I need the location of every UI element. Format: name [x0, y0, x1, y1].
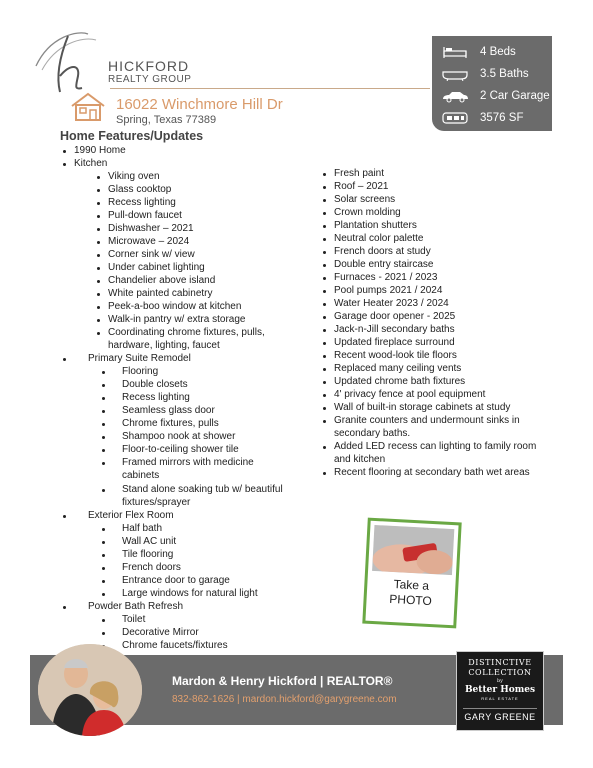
bullet — [102, 489, 105, 492]
list-item: Walk-in pantry w/ extra storage — [108, 314, 246, 325]
bullet — [102, 384, 105, 387]
list-item: Recent wood-look tile floors — [334, 350, 457, 361]
list-item: Solar screens — [334, 194, 396, 205]
list-item: Toilet — [122, 614, 146, 625]
bullet — [323, 407, 326, 410]
list-item: Wall AC unit — [122, 536, 177, 547]
company-logo — [30, 26, 200, 96]
bullet — [97, 215, 100, 218]
bullet — [97, 228, 100, 231]
list-item: Recess lighting — [108, 197, 176, 208]
list-item: Flooring — [122, 366, 159, 377]
list-item: Corner sink w/ view — [108, 249, 195, 260]
bullet — [323, 381, 326, 384]
agents-portrait — [38, 644, 142, 736]
bullet — [102, 580, 105, 583]
list-item: French doors at study — [334, 246, 431, 257]
badge-line5: REAL ESTATE — [481, 696, 519, 701]
list-item: Primary Suite Remodel — [88, 353, 191, 364]
badge-line6: GARY GREENE — [464, 712, 536, 722]
brand-name: HICKFORD — [108, 58, 190, 74]
sqft-icon — [440, 111, 470, 125]
list-item-continued: hardware, lighting, faucet — [108, 340, 220, 351]
badge-line1: DISTINCTIVE — [468, 658, 532, 667]
bullet — [102, 632, 105, 635]
list-item: Under cabinet lighting — [108, 262, 205, 273]
list-item: Recent flooring at secondary bath wet areas — [334, 467, 530, 478]
bullet — [97, 202, 100, 205]
bullet — [97, 306, 100, 309]
bullet — [102, 410, 105, 413]
list-item: Exterior Flex Room — [88, 510, 174, 521]
list-item: Wall of built-in storage cabinets at study — [334, 402, 511, 413]
list-item-continued: secondary baths. — [334, 428, 411, 439]
property-stats-panel — [432, 36, 552, 131]
bullet — [102, 397, 105, 400]
bullet — [97, 241, 100, 244]
address-street: 16022 Winchmore Hill Dr — [116, 96, 283, 113]
badge-divider — [463, 708, 537, 709]
bullet — [323, 342, 326, 345]
stat-beds — [440, 42, 516, 62]
list-item: Double closets — [122, 379, 188, 390]
list-item: Powder Bath Refresh — [88, 601, 184, 612]
list-item: Coordinating chrome fixtures, pulls, — [108, 327, 265, 338]
stat-baths — [440, 64, 529, 84]
bullet — [323, 472, 326, 475]
bullet — [97, 319, 100, 322]
list-item: Fresh paint — [334, 168, 385, 179]
address-city: Spring, Texas 77389 — [116, 114, 217, 126]
bullet — [323, 290, 326, 293]
bullet — [323, 225, 326, 228]
stat-garage — [440, 86, 550, 106]
bullet — [102, 449, 105, 452]
bullet — [102, 619, 105, 622]
header-divider — [110, 88, 430, 89]
list-item: Recess lighting — [122, 392, 190, 403]
bullet — [323, 316, 326, 319]
badge-line4: Better Homes — [464, 685, 536, 695]
phone-photo-image — [372, 525, 454, 575]
stat-garage-label: 2 Car Garage — [480, 90, 550, 102]
list-item: Seamless glass door — [122, 405, 215, 416]
bullet — [323, 420, 326, 423]
bullet — [97, 293, 100, 296]
bullet — [323, 173, 326, 176]
bullet — [102, 528, 105, 531]
list-item: Roof – 2021 — [334, 181, 389, 192]
section-title: Home Features/Updates — [60, 129, 204, 143]
list-item: Stand alone soaking tub w/ beautiful — [122, 484, 283, 495]
list-item: Floor-to-ceiling shower tile — [122, 444, 239, 455]
list-item: Updated chrome bath fixtures — [334, 376, 466, 387]
list-item: Kitchen — [74, 158, 108, 169]
bullet — [97, 189, 100, 192]
take-photo-card — [362, 518, 461, 629]
bullet — [102, 593, 105, 596]
list-item: Entrance door to garage — [122, 575, 230, 586]
bullet — [102, 554, 105, 557]
list-item: Glass cooktop — [108, 184, 172, 195]
bullet — [323, 277, 326, 280]
stat-baths-label: 3.5 Baths — [480, 68, 529, 80]
brokerage-badge — [456, 651, 544, 731]
list-item: Water Heater 2023 / 2024 — [334, 298, 449, 309]
list-item: Large windows for natural light — [122, 588, 258, 599]
agent-name: Mardon & Henry Hickford | REALTOR® — [172, 674, 393, 688]
list-item: Chrome fixtures, pulls — [122, 418, 219, 429]
stat-sqft — [440, 108, 523, 128]
bullet — [97, 332, 100, 335]
bullet — [323, 264, 326, 267]
list-item-continued: fixtures/sprayer — [122, 497, 191, 508]
list-item: Crown molding — [334, 207, 401, 218]
bed-icon — [440, 45, 470, 59]
photo-caption-line2: PHOTO — [389, 591, 433, 609]
bullet — [63, 606, 66, 609]
list-item: Garage door opener - 2025 — [334, 311, 456, 322]
bullet — [323, 251, 326, 254]
list-item: Neutral color palette — [334, 233, 424, 244]
house-icon — [70, 92, 106, 122]
list-item: Pool pumps 2021 / 2024 — [334, 285, 443, 296]
bullet — [323, 186, 326, 189]
stat-sqft-label: 3576 SF — [480, 112, 524, 124]
bullet — [102, 423, 105, 426]
bullet — [323, 446, 326, 449]
bullet — [97, 176, 100, 179]
bullet — [102, 462, 105, 465]
badge-line2: COLLECTION — [468, 668, 532, 677]
bullet — [323, 303, 326, 306]
bullet — [323, 212, 326, 215]
list-item: Added LED recess can lighting to family room — [334, 441, 537, 452]
list-item: Updated fireplace surround — [334, 337, 455, 348]
bullet — [97, 280, 100, 283]
list-item: Microwave – 2024 — [108, 236, 190, 247]
bathtub-icon — [440, 67, 470, 81]
bullet — [102, 541, 105, 544]
list-item: Chandelier above island — [108, 275, 216, 286]
bullet — [63, 163, 66, 166]
list-item: Shampoo nook at shower — [122, 431, 236, 442]
bullet — [102, 567, 105, 570]
list-item: Framed mirrors with medicine — [122, 457, 254, 468]
bullet — [63, 515, 66, 518]
list-item: Half bath — [122, 523, 163, 534]
brand-subtitle: REALTY GROUP — [108, 74, 192, 85]
bullet — [102, 436, 105, 439]
agent-contact[interactable]: 832-862-1626 | mardon.hickford@garygreene.com — [172, 694, 397, 705]
bullet — [323, 394, 326, 397]
list-item: Viking oven — [108, 171, 160, 182]
photo-caption-line1: Take a — [393, 577, 430, 593]
photo-caption — [366, 576, 455, 611]
list-item: Granite counters and undermount sinks in — [334, 415, 520, 426]
list-item: Furnaces - 2021 / 2023 — [334, 272, 438, 283]
bullet — [323, 329, 326, 332]
bullet — [97, 267, 100, 270]
list-item: 4' privacy fence at pool equipment — [334, 389, 486, 400]
list-item-continued: and kitchen — [334, 454, 386, 465]
bullet — [323, 238, 326, 241]
logo-swoosh-icon — [30, 26, 120, 96]
bullet — [97, 254, 100, 257]
car-icon — [440, 89, 470, 103]
list-item-continued: cabinets — [122, 470, 160, 481]
list-item: Dishwasher – 2021 — [108, 223, 194, 234]
bullet — [323, 355, 326, 358]
stat-beds-label: 4 Beds — [480, 46, 516, 58]
bullet — [323, 368, 326, 371]
list-item: Replaced many ceiling vents — [334, 363, 462, 374]
list-item: Chrome faucets/fixtures — [122, 640, 228, 651]
list-item: Decorative Mirror — [122, 627, 199, 638]
bullet — [323, 199, 326, 202]
bullet — [102, 371, 105, 374]
list-item: Peek-a-boo window at kitchen — [108, 301, 242, 312]
list-item: White painted cabinetry — [108, 288, 213, 299]
bullet — [63, 150, 66, 153]
list-item: French doors — [122, 562, 181, 573]
list-item: Plantation shutters — [334, 220, 417, 231]
list-item: Tile flooring — [122, 549, 174, 560]
list-item: 1990 Home — [74, 145, 126, 156]
list-item: Jack-n-Jill secondary baths — [334, 324, 455, 335]
badge-line3: by — [496, 678, 504, 684]
list-item: Double entry staircase — [334, 259, 434, 270]
list-item: Pull-down faucet — [108, 210, 182, 221]
bullet — [63, 358, 66, 361]
